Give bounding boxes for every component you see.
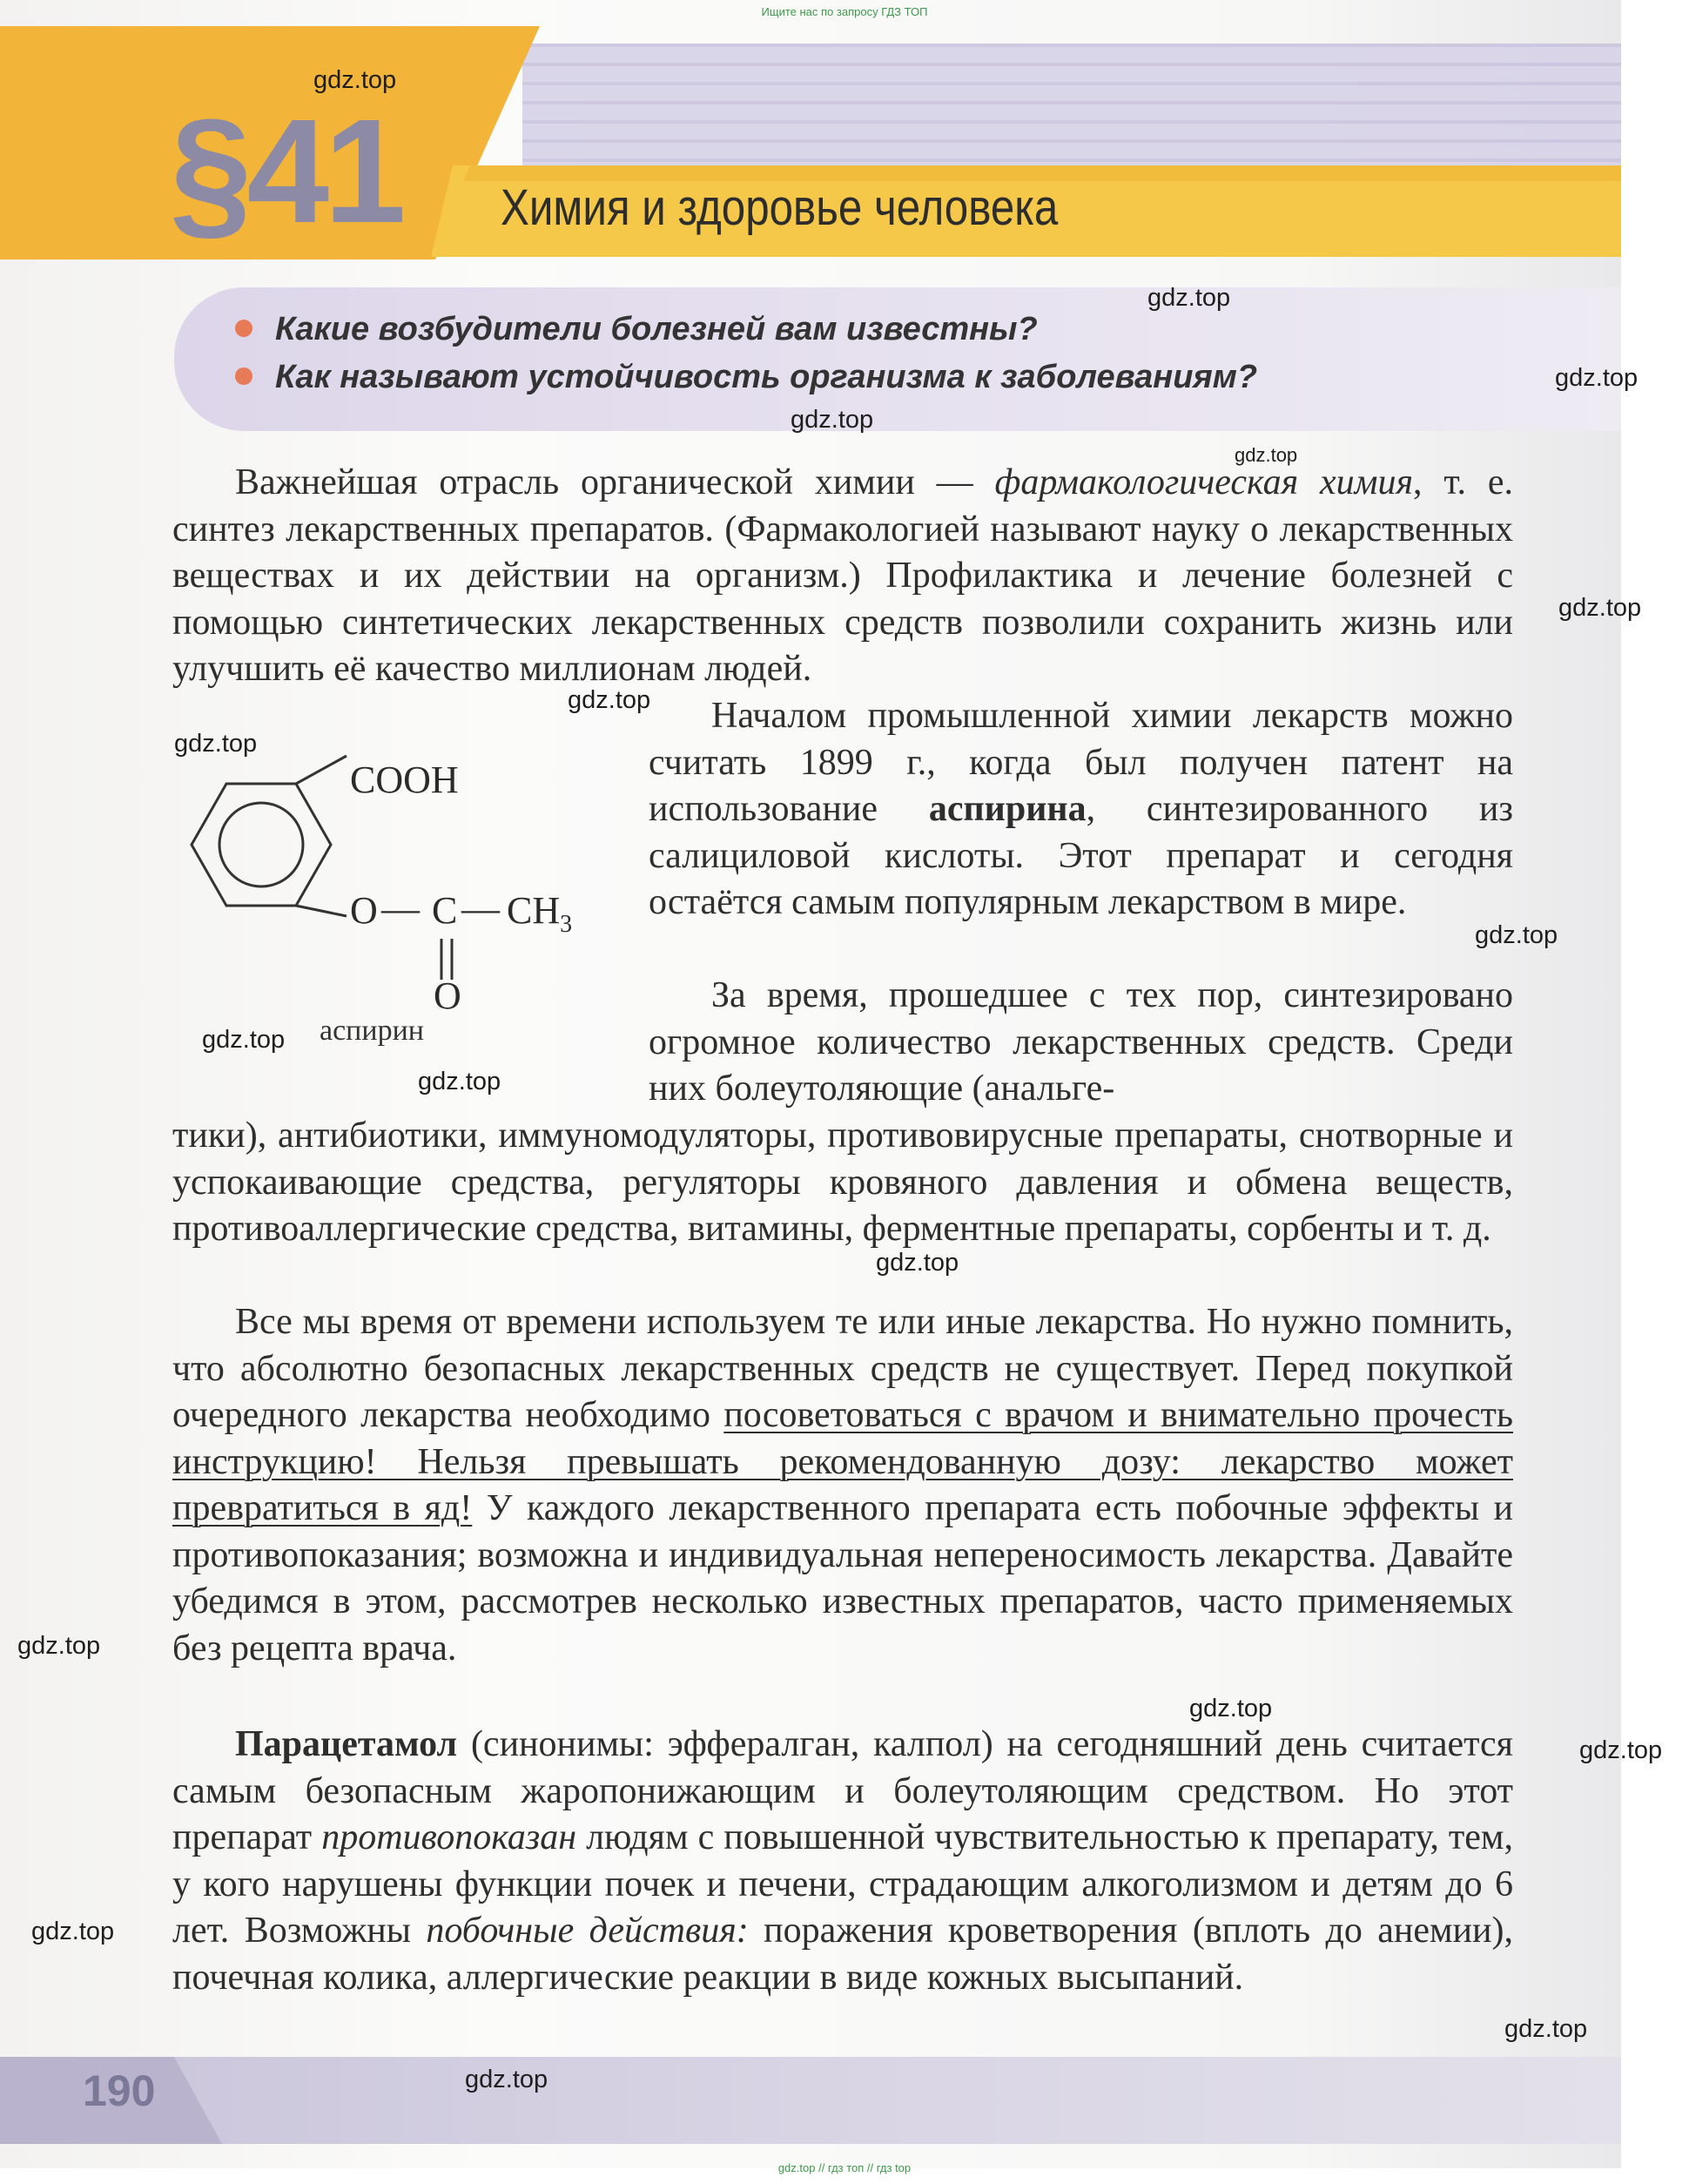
structure-caption: аспирин: [320, 1014, 424, 1047]
watermark: gdz.top: [1147, 284, 1231, 312]
watermark: gdz.top: [1555, 364, 1639, 392]
paragraph-4: Все мы время от времени используем те или иные лекарства. Но нужно помнить, что абсолютно безопасных лекарственных средств не существует. Перед покупкой очередного лекарства необходимо посоветоваться с врачом и внимательно прочесть инструкцию! Нельзя превышать рекомендованную дозу: лекарство может превратиться в яд! У каждого лекарственного препарата есть побочные эффекты и противопоказания; возможна и индивидуальная непереносимость лекарства. Давайте убедимся в этом, рассмотрев несколько известных препаратов, часто применяемых без рецепта врача.: [172, 1302, 1513, 1668]
bullet-icon: [235, 367, 252, 385]
watermark: gdz.top: [465, 2066, 548, 2093]
watermark: gdz.top: [174, 730, 258, 758]
page-number: 190: [83, 2066, 156, 2115]
paragraph-3-bottom: тики), антибиотики, иммуномодуляторы, противовирусные препараты, снотворные и успокаивающие средства, регуляторы кровяного давления и обмена веществ, противоаллергические средства, витамины, ферментные препараты, сорбенты и т. д.: [172, 1116, 1513, 1249]
watermark: gdz.top: [1189, 1695, 1273, 1722]
watermark: gdz.top: [31, 1918, 115, 1945]
paragraph-2: Началом промышленной химии лекарств можно считать 1899 г., когда был получен патент на использование аспирина, синтезированного из салициловой кислоты. Этот препарат и сегодня остаётся самым популярным лекарством в мире.: [649, 696, 1513, 922]
watermark: gdz.top: [202, 1026, 286, 1054]
watermark: gdz.top: [1475, 921, 1558, 949]
paragraph-number: §41: [170, 89, 401, 254]
bond-dash: —: [461, 887, 500, 930]
question-item: Какие возбудители болезней вам известны?: [235, 311, 1038, 348]
question-item: Как называют устойчивость организма к заболеваниям?: [235, 359, 1257, 396]
carbonyl-oxygen: O: [434, 974, 461, 1017]
cooh-group: COOH: [350, 758, 459, 801]
watermark: gdz.top: [1558, 594, 1642, 622]
watermark: gdz.top: [1579, 1736, 1663, 1764]
paragraph-5: Парацетамол (синонимы: эффералган, калпол) на сегодняшний день считается самым безопасным жаропонижающим и болеутоляющим средством. Но этот препарат противопоказан людям с повышенной чувствительностью к препарату, тем, у кого нарушены функции почек и печени, страдающим алкоголизмом и детям до 6 лет. Возможны побочные действия: поражения кроветворения (вплоть до анемии), почечная колика, аллергические реакции в виде кожных высыпаний.: [172, 1724, 1513, 1998]
watermark: gdz.top: [568, 686, 651, 714]
carbon-atom: C: [432, 889, 458, 932]
questions-box: [174, 287, 1621, 431]
watermark: gdz.top: [17, 1632, 101, 1660]
watermark: gdz.top: [313, 66, 397, 94]
bottom-note: gdz.top // гдз топ // гдз top: [777, 2161, 912, 2174]
footer-band: [0, 2057, 1621, 2144]
methyl-group: $CH_3$: [507, 889, 573, 938]
paragraph-1: Важнейшая отрасль органической химии — фармакологическая химия, т. е. синтез лекарственных препаратов. (Фармакологией называют науку о лекарственных веществах и их действии на организм.) Профилактика и лечение болезней с помощью синтетических лекарственных средств позволили сохранить жизнь или улучшить её качество миллионам людей.: [172, 462, 1514, 689]
top-note: Ищите нас по запросу ГДЗ ТОП: [761, 5, 928, 18]
paragraph-3-top: За время, прошедшее с тех пор, синтезировано огромное количество лекарственных средств. Среди них болеутоляющие (анальге-: [649, 975, 1513, 1109]
watermark: gdz.top: [876, 1249, 959, 1277]
watermark: gdz.top: [418, 1068, 501, 1095]
bullet-icon: [235, 320, 252, 337]
ester-oxygen: O: [350, 889, 378, 932]
watermark: gdz.top: [1504, 2015, 1588, 2043]
chapter-title: Химия и здоровье человека: [501, 179, 1059, 236]
page-margin: [1621, 0, 1689, 2184]
watermark: gdz.top: [1235, 444, 1298, 466]
bond-dash: —: [381, 887, 420, 930]
watermark: gdz.top: [791, 406, 874, 434]
